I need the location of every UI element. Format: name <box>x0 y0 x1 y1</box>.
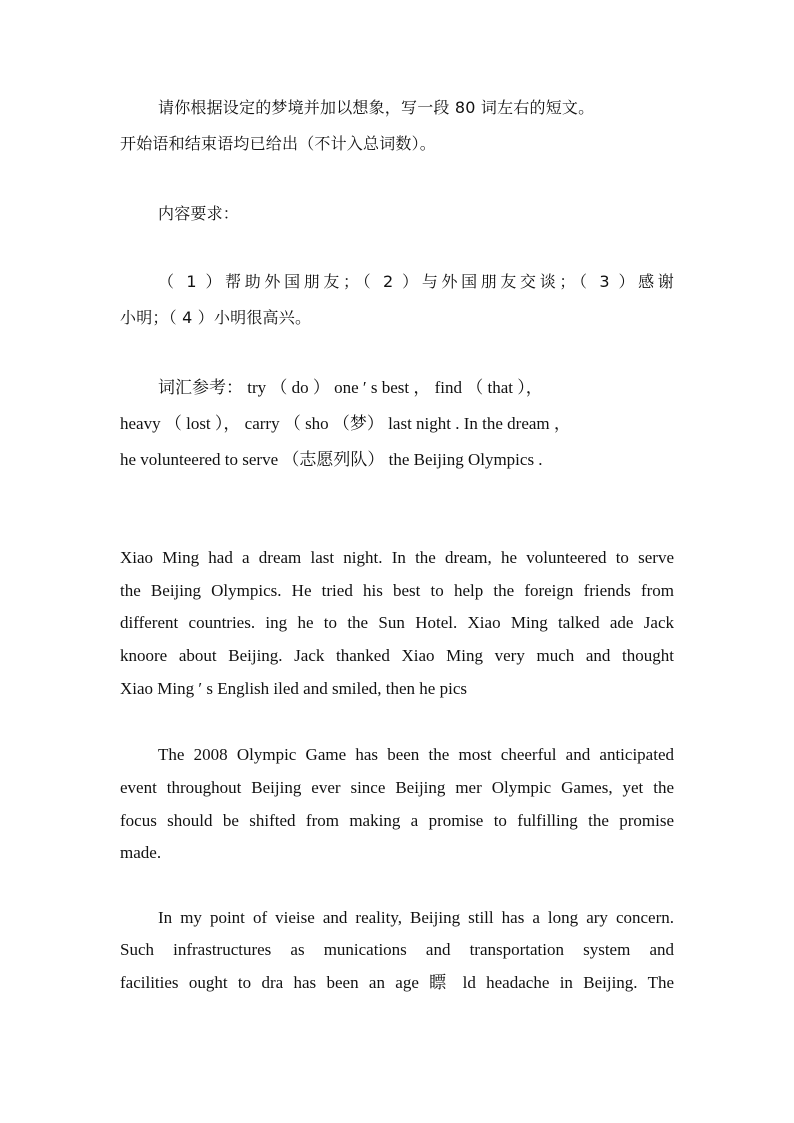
paragraph2-line-3: focus should be shifted from making a promise to fulfilling the promise <box>120 811 674 830</box>
vocabulary-line-3: he volunteered to serve （志愿列队） the Beijing Olympics . <box>120 450 543 469</box>
story-line-5: Xiao Ming ′ s English iled and smiled, then he pics <box>120 679 467 698</box>
story-line-3: different countries. ing he to the Sun Hotel. Xiao Ming talked ade Jack <box>120 613 674 632</box>
requirements-line-1: （ 1 ）帮助外国朋友；（ 2 ）与外国朋友交谈；（ 3 ）感谢 <box>158 272 674 291</box>
requirements-line-2: 小明；（ 4 ）小明很高兴。 <box>120 308 312 327</box>
paragraph2-line-2: event throughout Beijing ever since Beijing mer Olympic Games, yet the <box>120 778 674 797</box>
requirements-heading: 内容要求： <box>158 204 240 223</box>
paragraph3-line-1: In my point of vieise and reality, Beijing still has a long ary concern. <box>158 908 674 927</box>
instruction-line-1: 请你根据设定的梦境并加以想象，写一段 80 词左右的短文。 <box>158 98 595 117</box>
vocabulary-line-1: 词汇参考： try （ do ） one ′ s best ， find （ that ）， <box>158 378 543 397</box>
paragraph2-line-4: made. <box>120 843 162 862</box>
story-line-1: Xiao Ming had a dream last night. In the dream, he volunteered to serve <box>120 548 674 567</box>
paragraph3-line-2: Such infrastructures as munications and transportation system and <box>120 940 674 959</box>
story-line-4: knoore about Beijing. Jack thanked Xiao Ming very much and thought <box>120 646 674 665</box>
story-line-2: the Beijing Olympics. He tried his best to help the foreign friends from <box>120 581 674 600</box>
vocabulary-line-2: heavy （ lost ）， carry （ sho （梦） last night . In the dream ， <box>120 414 571 433</box>
paragraph2-line-1: The 2008 Olympic Game has been the most cheerful and anticipated <box>158 745 674 764</box>
instruction-line-2: 开始语和结束语均已给出（不计入总词数）。 <box>120 134 437 153</box>
paragraph3-line-3: facilities ought to dra has been an age 瞟 ld headache in Beijing. The <box>120 973 674 992</box>
